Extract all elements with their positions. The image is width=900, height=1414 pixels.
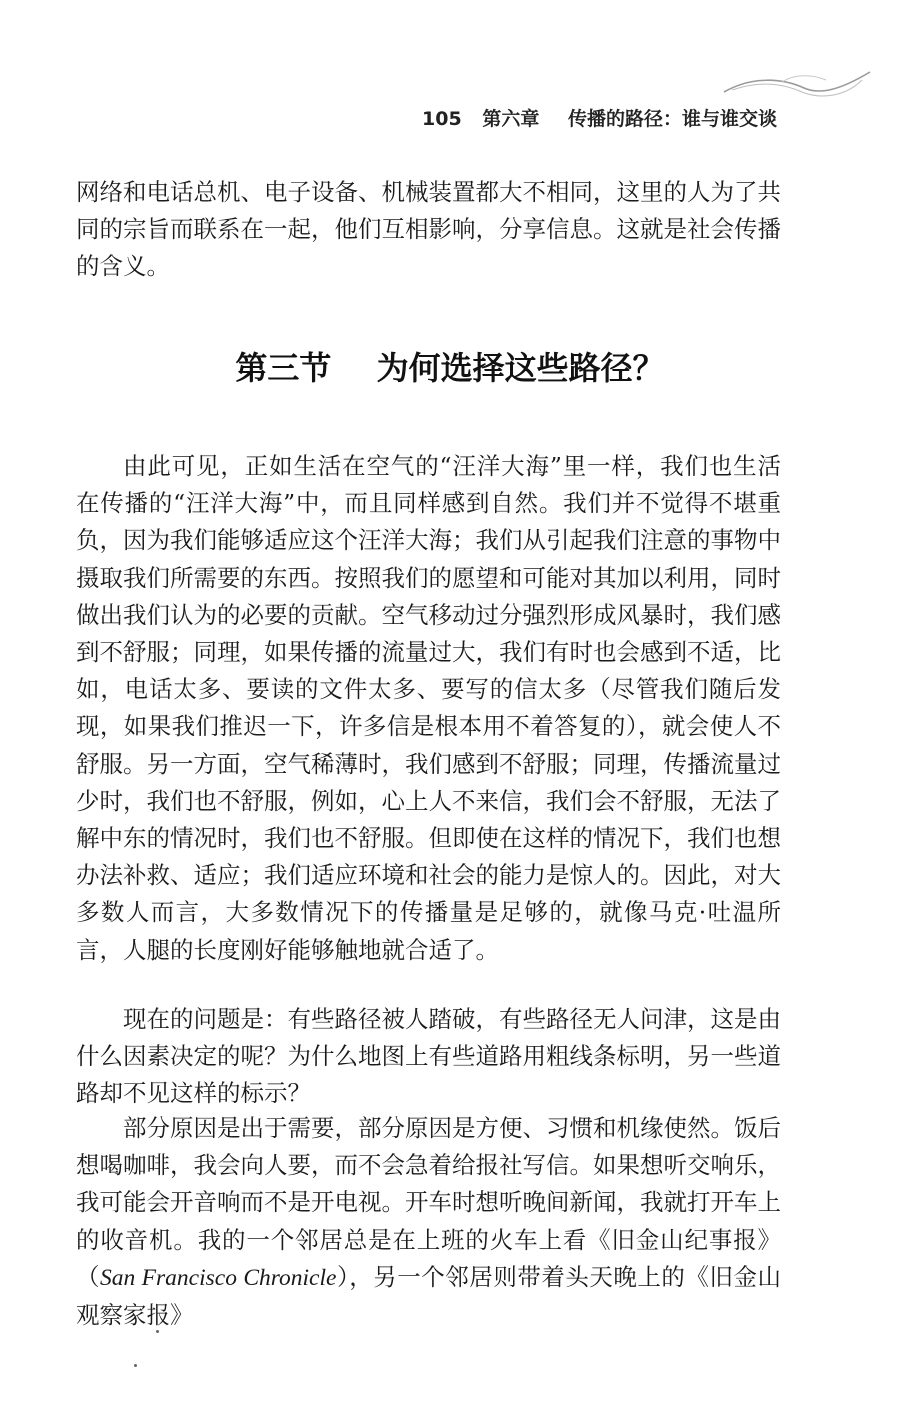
paragraph-3-text-before: 部分原因是出于需要，部分原因是方便、习惯和机缘使然。饭后想喝咖啡，我会向人要，而不会急着给报社写信。如果想听交响乐，我可能会开音响而不是开电视。开车时想听晚间新闻，我就打开车上的收音机。我的一个邻居总是在上班的火车上看《旧金山纪事报》（ (76, 1114, 781, 1291)
paper-speck (156, 1330, 159, 1333)
header-ornament (722, 66, 872, 106)
newspaper-title-latin: San Francisco Chronicle (100, 1264, 337, 1291)
chapter-title: 传播的路径：谁与谁交谈 (567, 108, 777, 130)
section-number: 第三节 (235, 349, 332, 387)
page-number: 105 (422, 108, 462, 130)
section-heading (0, 343, 900, 389)
body-paragraph-3 (76, 1110, 781, 1334)
running-header (0, 104, 777, 131)
chapter-label: 第六章 (482, 108, 540, 130)
paper-speck (134, 1364, 137, 1367)
body-paragraph-1: 由此可见，正如生活在空气的“汪洋大海”里一样，我们也生活在传播的“汪洋大海”中，而且同样感到自然。我们并不觉得不堪重负，因为我们能够适应这个汪洋大海；我们从引起我们注意的事物中摄取我们所需要的东西。按照我们的愿望和可能对其加以利用，同时做出我们认为的必要的贡献。空气移动过分强烈形成风暴时，我们感到不舒服；同理，如果传播的流量过大，我们有时也会感到不适，比如，电话太多、要读的文件太多、要写的信太多（尽管我们随后发现，如果我们推迟一下，许多信是根本用不着答复的），就会使人不舒服。另一方面，空气稀薄时，我们感到不舒服；同理，传播流量过少时，我们也不舒服，例如，心上人不来信，我们会不舒服，无法了解中东的情况时，我们也不舒服。但即使在这样的情况下，我们也想办法补救、适应；我们适应环境和社会的能力是惊人的。因此，对大多数人而言，大多数情况下的传播量是足够的，就像马克·吐温所言，人腿的长度刚好能够触地就合适了。 (76, 452, 781, 964)
intro-paragraph: 网络和电话总机、电子设备、机械装置都大不相同，这里的人为了共同的宗旨而联系在一起，他们互相影响，分享信息。这就是社会传播的含义。 (76, 178, 781, 281)
section-title: 为何选择这些路径？ (376, 349, 665, 387)
paragraph-3-text-after: ），另一个邻居则带着头天晚上的《旧金山观察家报》 (76, 1262, 781, 1330)
body-paragraph-2: 现在的问题是：有些路径被人踏破，有些路径无人问津，这是由什么因素决定的呢？为什么地图上有些道路用粗线条标明，另一些道路却不见这样的标示？ (76, 1005, 781, 1108)
